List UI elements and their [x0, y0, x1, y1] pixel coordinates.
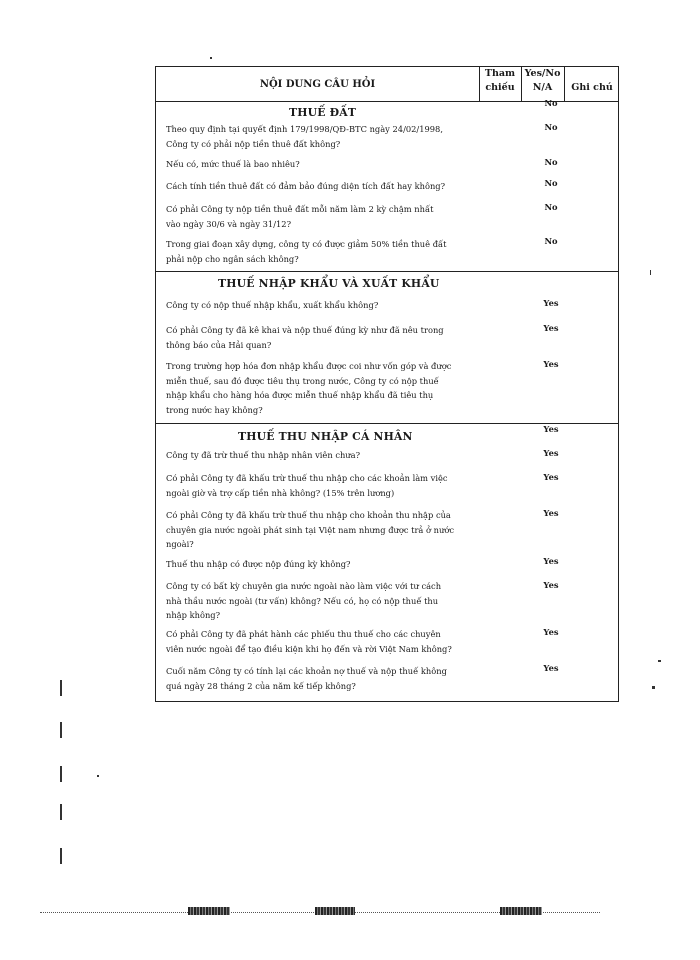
- header-notes: Ghi chú: [571, 82, 613, 93]
- question-text: Cách tính tiền thuê đất có đảm bảo đúng diện tích đất hay không?: [166, 181, 446, 191]
- answer-value: No: [544, 157, 558, 167]
- answer-value: Yes: [543, 448, 559, 458]
- question-text: Cuối năm Công ty có tính lại các khoản nợ thuế và nộp thuế không quá ngày 28 tháng 2 của năm kế tiếp không?: [166, 666, 447, 691]
- section-answer-land-tax: No: [544, 98, 558, 108]
- question-text: Có phải Công ty nộp tiền thuê đất mỗi năm làm 2 kỳ chậm nhất vào ngày 30/6 và ngày 31/12?: [166, 204, 434, 229]
- answer-value: Yes: [543, 323, 559, 333]
- question-text: Có phải Công ty đã khấu trừ thuế thu nhập cho khoản thu nhập của chuyên gia nước ngoài phát sinh tại Việt nam nhưng được trả ở nước ngoài?: [166, 510, 454, 549]
- question-text: Công ty đã trừ thuế thu nhập nhân viên chưa?: [166, 450, 361, 460]
- header-yesno-line2: N/A: [532, 82, 553, 93]
- answer-value: Yes: [543, 298, 559, 308]
- answer-value: Yes: [543, 556, 559, 566]
- margin-mark: [60, 722, 62, 738]
- answer-value: Yes: [543, 359, 559, 369]
- section-answer-personal-income-tax: Yes: [543, 424, 559, 434]
- scan-speck: [97, 775, 99, 777]
- answer-value: Yes: [543, 663, 559, 673]
- margin-mark: [60, 766, 62, 782]
- question-text: Có phải Công ty đã kê khai và nộp thuế đúng kỳ như đã nêu trong thông báo của Hải quan?: [166, 325, 444, 350]
- header-reference: [479, 67, 521, 95]
- answer-value: Yes: [543, 472, 559, 482]
- answer-value: Yes: [543, 580, 559, 590]
- answer-value: No: [544, 178, 558, 188]
- question-text: Theo quy định tại quyết định 179/1998/QĐ-BTC ngày 24/02/1998, Công ty có phải nộp tiền thuê đất không?: [166, 124, 443, 149]
- questionnaire-table: [155, 66, 619, 702]
- scan-bar: [500, 907, 542, 915]
- section-title-import-export-tax: THUẾ NHẬP KHẨU VÀ XUẤT KHẨU: [218, 277, 440, 290]
- question-text: Có phải Công ty đã phát hành các phiếu thu thuế cho các chuyên viên nước ngoài để tạo điều kiện khi họ đến và rời Việt Nam không?: [166, 629, 452, 654]
- scan-speck: [210, 57, 212, 59]
- margin-mark: [60, 848, 62, 864]
- answer-value: No: [544, 202, 558, 212]
- section-title-personal-income-tax: THUẾ THU NHẬP CÁ NHÂN: [238, 430, 413, 443]
- question-text: Công ty có bất kỳ chuyên gia nước ngoài nào làm việc với tư cách nhà thầu nước ngoài (tư vấn) không? Nếu có, họ có nộp thuế thu nhập không?: [166, 581, 442, 620]
- question-text: Trong trường hợp hóa đơn nhập khẩu được coi như vốn góp và được miễn thuế, sau đó được tiêu thụ trong nước, Công ty có nộp thuế nhập khẩu cho hàng hóa được miễn thuế nhập khẩu đã tiêu thụ trong nước hay không?: [166, 361, 452, 415]
- margin-mark: [60, 680, 62, 696]
- header-reference-line2: chiếu: [485, 82, 515, 93]
- answer-value: Yes: [543, 508, 559, 518]
- answer-value: Yes: [543, 627, 559, 637]
- section-divider: [156, 271, 618, 272]
- question-text: Trong giai đoạn xây dựng, công ty có được giảm 50% tiền thuê đất phải nộp cho ngân sách không?: [166, 239, 447, 264]
- scan-speck: [650, 270, 651, 275]
- question-text: Có phải Công ty đã khấu trừ thuế thu nhập cho các khoản làm việc ngoài giờ và trợ cấp tiền nhà không? (15% trên lương): [166, 473, 448, 498]
- question-text: Công ty có nộp thuế nhập khẩu, xuất khẩu không?: [166, 300, 379, 310]
- header-reference-line1: Tham: [484, 68, 516, 79]
- header-yesno: [521, 67, 564, 95]
- scan-speck: [652, 686, 655, 689]
- header-yesno-line1: Yes/No: [524, 68, 561, 79]
- section-title-land-tax: THUẾ ĐẤT: [289, 106, 357, 119]
- scan-bar: [315, 907, 355, 915]
- answer-value: No: [544, 236, 558, 246]
- question-text: Thuế thu nhập có được nộp đúng kỳ không?: [166, 559, 351, 569]
- question-text: Nếu có, mức thuế là bao nhiêu?: [166, 159, 300, 169]
- margin-mark: [60, 804, 62, 820]
- header-content: NỘI DUNG CÂU HỎI: [259, 79, 376, 90]
- scan-bar: [188, 907, 230, 915]
- answer-value: No: [544, 122, 558, 132]
- scan-speck: [658, 660, 661, 662]
